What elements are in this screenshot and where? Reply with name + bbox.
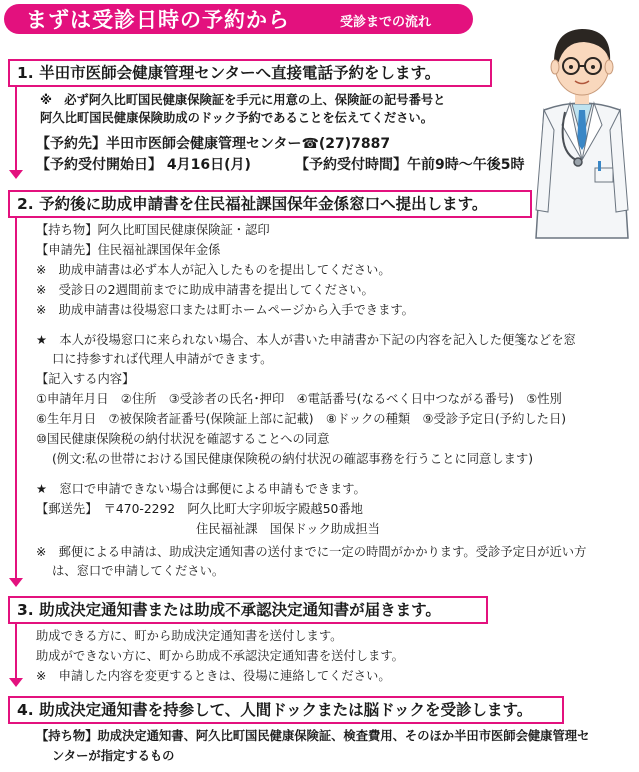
flow-line-2 <box>15 218 17 578</box>
step-2-line: ※ 助成申請書は必ず本人が記入したものを提出してください。 <box>36 263 391 277</box>
step-2-line: ※ 受診日の2週間前までに助成申請書を提出してください。 <box>36 283 374 297</box>
doctor-illustration <box>532 10 632 245</box>
step-2-line: 口に持参すれば代理人申請ができます。 <box>52 352 273 366</box>
step-2-line: (例文:私の世帯における国民健康保険税の納付状況の確認事務を行うことに同意します) <box>52 452 534 466</box>
step-2-line: 【持ち物】阿久比町国民健康保険証・認印 <box>36 223 270 237</box>
step-3-line: 助成できる方に、町から助成決定通知書を送付します。 <box>36 629 343 643</box>
step-2-line: 住民福祉課 国保ドック助成担当 <box>196 522 380 536</box>
step-2-heading <box>8 190 532 218</box>
step-1-note: 阿久比町国民健康保険助成のドック予約であることを伝えてください。 <box>40 111 434 125</box>
step-2-line: ※ 助成申請書は役場窓口または町ホームページから入手できます。 <box>36 303 414 317</box>
step-2-line: は、窓口で申請してください。 <box>52 564 225 578</box>
step-2-line: ★ 窓口で申請できない場合は郵便による申請もできます。 <box>36 482 366 496</box>
step-2-line: ⑩国民健康保険税の納付状況を確認することへの同意 <box>36 432 330 446</box>
step-3-heading <box>8 596 488 624</box>
step-2-line: ⑥生年月日 ⑦被保険者証番号(保険証上部に記載) ⑧ドックの種類 ⑨受診予定日(予約した日) <box>36 412 567 426</box>
arrow-down-icon <box>9 678 23 687</box>
step-2-line: ※ 郵便による申請は、助成決定通知書の送付までに一定の時間がかかります。受診予定日が近い方 <box>36 545 587 559</box>
step-4-title: 4. 助成決定通知書を持参して、人間ドックまたは脳ドックを受診します。 <box>17 701 533 719</box>
step-1-heading <box>8 59 492 87</box>
step-3-title: 3. 助成決定通知書または助成不承認決定通知書が届きます。 <box>17 601 441 619</box>
flow-line-1 <box>15 86 17 170</box>
step-2-line: ★ 本人が役場窓口に来られない場合、本人が書いた申請書か下記の内容を記入した便箋などを窓 <box>36 333 576 347</box>
arrow-down-icon <box>9 578 23 587</box>
flow-line-3 <box>15 622 17 678</box>
step-3-line: 助成ができない方に、町から助成不承認決定通知書を送付します。 <box>36 649 404 663</box>
step-2-line: ①申請年月日 ②住所 ③受診者の氏名･押印 ④電話番号(なるべく日中つながる番号) ⑤性別 <box>36 392 562 406</box>
step-3-line: ※ 申請した内容を変更するときは、役場に連絡してください。 <box>36 669 391 683</box>
step-1-hours: 【予約受付時間】午前9時〜午後5時 <box>295 157 525 173</box>
header-banner <box>4 4 473 34</box>
step-2-line: 【申請先】住民福祉課国保年金係 <box>36 243 221 257</box>
arrow-down-icon <box>9 170 23 179</box>
step-4-heading <box>8 696 564 724</box>
step-1-title: 1. 半田市医師会健康管理センターへ直接電話予約をします。 <box>17 64 441 82</box>
step-1-contact: 【予約先】半田市医師会健康管理センター☎(27)7887 <box>36 136 391 152</box>
step-2-title: 2. 予約後に助成申請書を住民福祉課国保年金係窓口へ提出します。 <box>17 195 488 213</box>
page-title: まずは受診日時の予約から <box>26 8 290 32</box>
step-4-line: 【持ち物】助成決定通知書、阿久比町国民健康保険証、検査費用、そのほか半田市医師会健康管理セ <box>36 729 590 743</box>
step-2-line: 【郵送先】 〒470-2292 阿久比町大字卯坂字殿越50番地 <box>36 502 363 516</box>
page-subtitle: 受診までの流れ <box>340 15 432 30</box>
step-2-line: 【記入する内容】 <box>36 372 135 386</box>
step-4-line: ンターが指定するもの <box>52 749 175 763</box>
step-1-note: ※ 必ず阿久比町国民健康保険証を手元に用意の上、保険証の記号番号と <box>40 93 446 107</box>
step-1-start-date: 【予約受付開始日】 4月16日(月) <box>36 157 251 173</box>
